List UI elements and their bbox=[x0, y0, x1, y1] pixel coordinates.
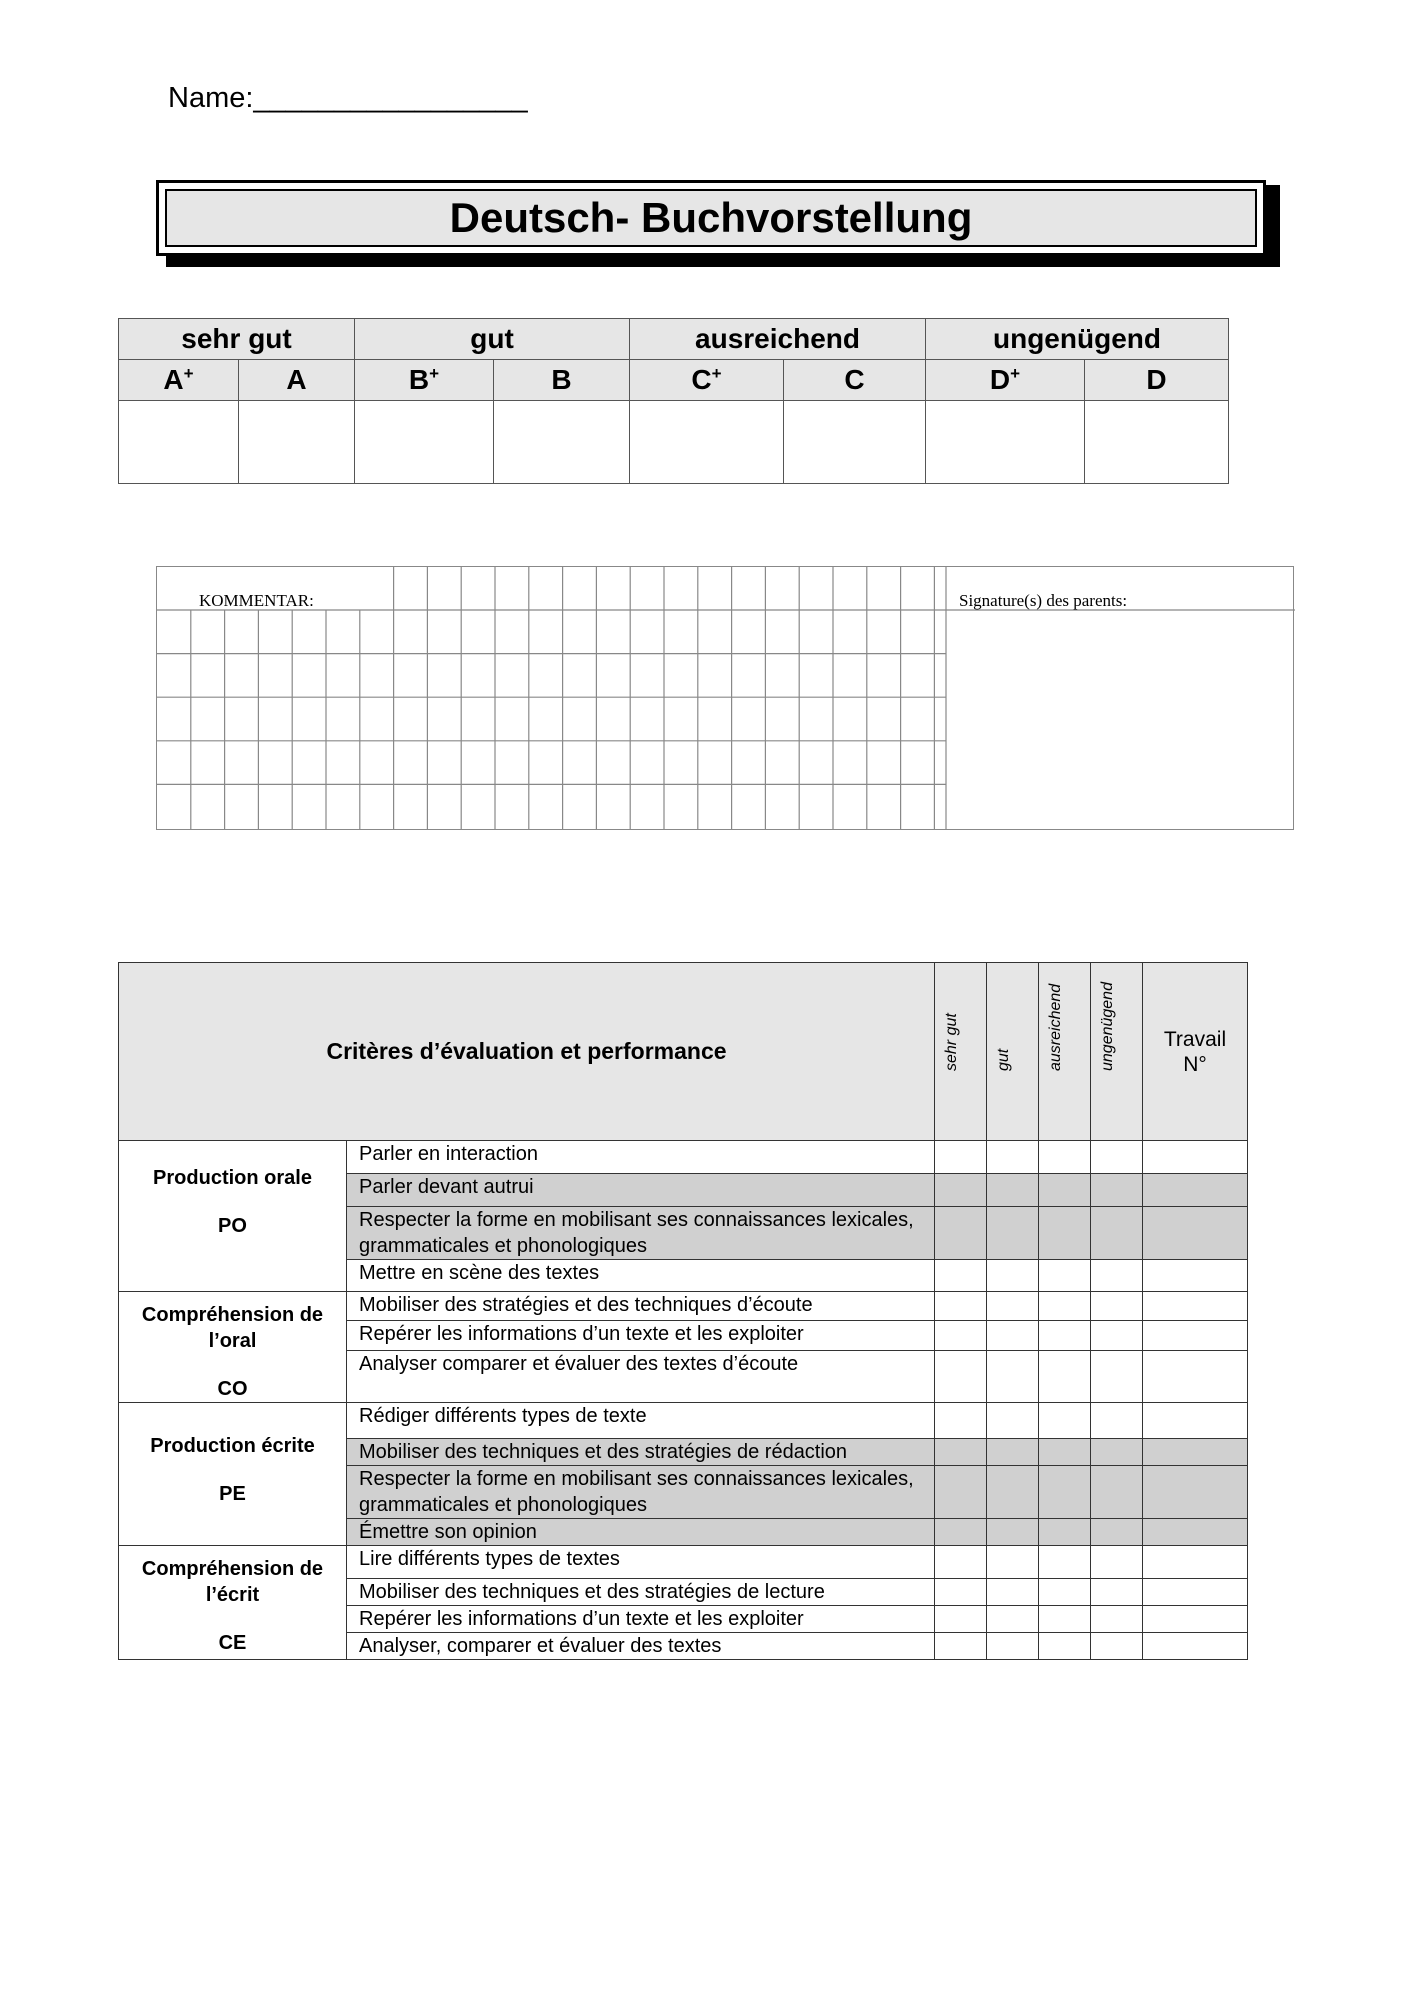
title-box bbox=[156, 180, 1266, 256]
rating-checkbox[interactable] bbox=[1091, 1466, 1143, 1519]
grade-group-sehr-gut: sehr gut bbox=[119, 319, 355, 360]
rating-checkbox[interactable] bbox=[987, 1260, 1039, 1292]
grade-group-ausreichend: ausreichend bbox=[630, 319, 926, 360]
criteria-header: Critères d’évaluation et performance bbox=[119, 963, 935, 1141]
travail-cell[interactable] bbox=[1143, 1606, 1248, 1633]
criterion-item: Analyser comparer et évaluer des textes d’écoute bbox=[347, 1350, 935, 1402]
travail-cell[interactable] bbox=[1143, 1174, 1248, 1207]
grade-mark-cell[interactable] bbox=[494, 401, 630, 484]
rating-checkbox[interactable] bbox=[1091, 1207, 1143, 1260]
grade-mark-cell[interactable] bbox=[355, 401, 494, 484]
rating-checkbox[interactable] bbox=[935, 1466, 987, 1519]
rating-checkbox[interactable] bbox=[1091, 1174, 1143, 1207]
travail-cell[interactable] bbox=[1143, 1466, 1248, 1519]
travail-cell[interactable] bbox=[1143, 1260, 1248, 1292]
rating-checkbox[interactable] bbox=[987, 1519, 1039, 1546]
travail-cell[interactable] bbox=[1143, 1579, 1248, 1606]
travail-cell[interactable] bbox=[1143, 1292, 1248, 1321]
grade-mark-cell[interactable] bbox=[1085, 401, 1229, 484]
comment-label: KOMMENTAR: bbox=[199, 591, 314, 610]
rating-checkbox[interactable] bbox=[1039, 1633, 1091, 1660]
criterion-item: Repérer les informations d’un texte et les exploiter bbox=[347, 1606, 935, 1633]
travail-cell[interactable] bbox=[1143, 1321, 1248, 1350]
grade-mark-cell[interactable] bbox=[119, 401, 239, 484]
rating-checkbox[interactable] bbox=[1091, 1350, 1143, 1402]
rating-checkbox[interactable] bbox=[935, 1519, 987, 1546]
grade-c-plus: C+ bbox=[630, 360, 784, 401]
rating-checkbox[interactable] bbox=[935, 1260, 987, 1292]
rating-checkbox[interactable] bbox=[987, 1350, 1039, 1402]
rating-checkbox[interactable] bbox=[987, 1633, 1039, 1660]
rating-checkbox[interactable] bbox=[987, 1403, 1039, 1439]
rating-checkbox[interactable] bbox=[935, 1292, 987, 1321]
rating-checkbox[interactable] bbox=[1039, 1439, 1091, 1466]
criterion-item: Mobiliser des stratégies et des techniques d’écoute bbox=[347, 1292, 935, 1321]
travail-cell[interactable] bbox=[1143, 1519, 1248, 1546]
rating-checkbox[interactable] bbox=[935, 1174, 987, 1207]
criterion-item: Émettre son opinion bbox=[347, 1519, 935, 1546]
page-title: Deutsch- Buchvorstellung bbox=[165, 189, 1257, 247]
rating-checkbox[interactable] bbox=[1039, 1579, 1091, 1606]
rating-checkbox[interactable] bbox=[935, 1546, 987, 1579]
rating-checkbox[interactable] bbox=[1039, 1174, 1091, 1207]
rating-checkbox[interactable] bbox=[1039, 1466, 1091, 1519]
comment-box bbox=[156, 566, 1294, 830]
criterion-item: Respecter la forme en mobilisant ses connaissances lexicales, grammaticales et phonologiques bbox=[347, 1207, 935, 1260]
rating-checkbox[interactable] bbox=[987, 1292, 1039, 1321]
rating-checkbox[interactable] bbox=[987, 1606, 1039, 1633]
criterion-item: Lire différents types de textes bbox=[347, 1546, 935, 1579]
rating-checkbox[interactable] bbox=[1091, 1321, 1143, 1350]
grade-a-plus: A+ bbox=[119, 360, 239, 401]
grade-a: A bbox=[239, 360, 355, 401]
criterion-item: Repérer les informations d’un texte et les exploiter bbox=[347, 1321, 935, 1350]
criterion-item: Analyser, comparer et évaluer des textes bbox=[347, 1633, 935, 1660]
grade-mark-cell[interactable] bbox=[239, 401, 355, 484]
rating-checkbox[interactable] bbox=[1039, 1606, 1091, 1633]
rating-checkbox[interactable] bbox=[935, 1141, 987, 1174]
rating-checkbox[interactable] bbox=[1039, 1292, 1091, 1321]
travail-cell[interactable] bbox=[1143, 1439, 1248, 1466]
travail-cell[interactable] bbox=[1143, 1403, 1248, 1439]
rating-checkbox[interactable] bbox=[987, 1466, 1039, 1519]
rating-col-sehr-gut: sehr gut bbox=[935, 963, 987, 1141]
rating-checkbox[interactable] bbox=[987, 1141, 1039, 1174]
grade-mark-cell[interactable] bbox=[630, 401, 784, 484]
rating-checkbox[interactable] bbox=[1091, 1633, 1143, 1660]
rating-checkbox[interactable] bbox=[987, 1207, 1039, 1260]
criterion-item: Parler en interaction bbox=[347, 1141, 935, 1174]
grade-mark-cell[interactable] bbox=[926, 401, 1085, 484]
rating-checkbox[interactable] bbox=[1091, 1519, 1143, 1546]
rating-checkbox[interactable] bbox=[935, 1606, 987, 1633]
rating-checkbox[interactable] bbox=[935, 1579, 987, 1606]
travail-cell[interactable] bbox=[1143, 1207, 1248, 1260]
rating-checkbox[interactable] bbox=[935, 1350, 987, 1402]
domain-comprehension-oral: Compréhension de l’oral CO bbox=[119, 1292, 347, 1403]
rating-checkbox[interactable] bbox=[987, 1439, 1039, 1466]
rating-checkbox[interactable] bbox=[1039, 1519, 1091, 1546]
grade-c: C bbox=[784, 360, 926, 401]
grade-mark-cell[interactable] bbox=[784, 401, 926, 484]
criterion-item: Mettre en scène des textes bbox=[347, 1260, 935, 1292]
rating-checkbox[interactable] bbox=[1091, 1546, 1143, 1579]
rating-checkbox[interactable] bbox=[987, 1174, 1039, 1207]
travail-number-header: Travail N° bbox=[1143, 963, 1248, 1141]
grade-d: D bbox=[1085, 360, 1229, 401]
rating-checkbox[interactable] bbox=[1039, 1260, 1091, 1292]
signature-label: Signature(s) des parents: bbox=[959, 591, 1128, 610]
rating-checkbox[interactable] bbox=[987, 1546, 1039, 1579]
travail-cell[interactable] bbox=[1143, 1546, 1248, 1579]
rating-checkbox[interactable] bbox=[987, 1579, 1039, 1606]
rating-checkbox[interactable] bbox=[1091, 1292, 1143, 1321]
travail-cell[interactable] bbox=[1143, 1141, 1248, 1174]
rating-checkbox[interactable] bbox=[935, 1321, 987, 1350]
grade-table bbox=[118, 318, 1229, 484]
grade-group-ungenugend: ungenügend bbox=[926, 319, 1229, 360]
rating-checkbox[interactable] bbox=[1091, 1579, 1143, 1606]
criterion-item: Mobiliser des techniques et des stratégies de rédaction bbox=[347, 1439, 935, 1466]
rating-checkbox[interactable] bbox=[1039, 1321, 1091, 1350]
rating-col-gut: gut bbox=[987, 963, 1039, 1141]
domain-comprehension-ecrit: Compréhension de l’écrit CE bbox=[119, 1546, 347, 1660]
rating-checkbox[interactable] bbox=[935, 1633, 987, 1660]
rating-checkbox[interactable] bbox=[1039, 1207, 1091, 1260]
criteria-table bbox=[118, 962, 1248, 1660]
rating-checkbox[interactable] bbox=[1091, 1260, 1143, 1292]
rating-checkbox[interactable] bbox=[1039, 1403, 1091, 1439]
grade-b: B bbox=[494, 360, 630, 401]
rating-checkbox[interactable] bbox=[1039, 1350, 1091, 1402]
rating-checkbox[interactable] bbox=[935, 1207, 987, 1260]
criterion-item: Respecter la forme en mobilisant ses connaissances lexicales, grammaticales et phonologiques bbox=[347, 1466, 935, 1519]
rating-checkbox[interactable] bbox=[1091, 1606, 1143, 1633]
rating-checkbox[interactable] bbox=[1091, 1439, 1143, 1466]
criterion-item: Parler devant autrui bbox=[347, 1174, 935, 1207]
criterion-item: Mobiliser des techniques et des stratégies de lecture bbox=[347, 1579, 935, 1606]
travail-cell[interactable] bbox=[1143, 1633, 1248, 1660]
domain-production-orale: Production orale PO bbox=[119, 1141, 347, 1292]
rating-col-ausreichend: ausreichend bbox=[1039, 963, 1091, 1141]
domain-production-ecrite: Production écrite PE bbox=[119, 1403, 347, 1546]
name-field[interactable]: Name:_________________ bbox=[168, 82, 528, 114]
rating-checkbox[interactable] bbox=[1039, 1546, 1091, 1579]
grade-d-plus: D+ bbox=[926, 360, 1085, 401]
rating-checkbox[interactable] bbox=[1091, 1403, 1143, 1439]
rating-checkbox[interactable] bbox=[935, 1439, 987, 1466]
grade-group-gut: gut bbox=[355, 319, 630, 360]
criterion-item: Rédiger différents types de texte bbox=[347, 1403, 935, 1439]
rating-checkbox[interactable] bbox=[987, 1321, 1039, 1350]
rating-checkbox[interactable] bbox=[1091, 1141, 1143, 1174]
grade-b-plus: B+ bbox=[355, 360, 494, 401]
travail-cell[interactable] bbox=[1143, 1350, 1248, 1402]
rating-checkbox[interactable] bbox=[1039, 1141, 1091, 1174]
rating-checkbox[interactable] bbox=[935, 1403, 987, 1439]
rating-col-ungenugend: ungenügend bbox=[1091, 963, 1143, 1141]
